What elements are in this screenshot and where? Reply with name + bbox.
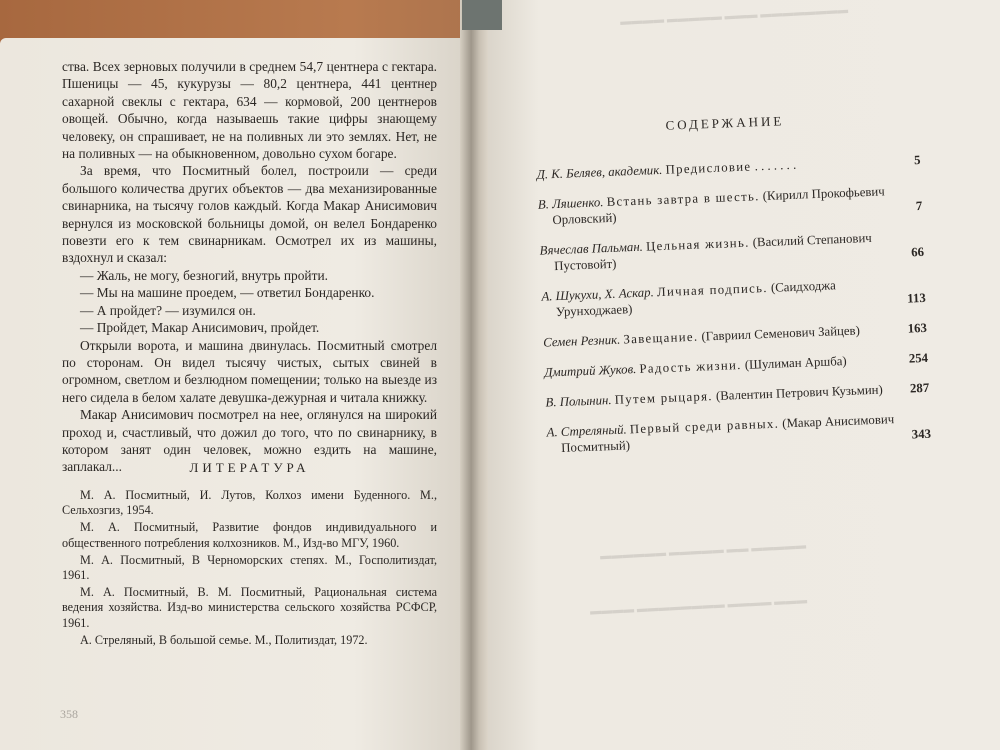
toc-author: Дмитрий Жуков. [544,362,637,380]
toc-subject: (Шулиман Аршба) [744,353,847,372]
toc-page-number: 287 [909,380,930,396]
toc-subject: (Василий Степанович Пустовойт) [553,230,872,274]
paragraph: — Мы на машине проедем, — ответил Бондаренко. [80,285,375,301]
binding-tab [462,0,502,30]
toc-entry-text [543,321,897,351]
paragraph: — Пройдет, Макар Анисимович, пройдет. [80,320,320,336]
toc-author: А. Стреляный. [546,422,627,440]
literature-item: М. А. Посмитный, В. М. Посмитный, Рациональная система ведения хозяйства. Изд-во министерства сельского хозяйства РСФСР, 1961. [62,585,437,630]
literature-item: А. Стреляный, В большой семье. М., Политиздат, 1972. [80,632,368,647]
toc-work-title: Первый среди равных. [629,416,780,437]
toc-entry [538,182,923,229]
toc-subject: (Саидходжа Урунходжаев) [555,278,836,320]
toc-entry-text [538,183,893,229]
toc-work-title: Путем рыцаря. [614,389,714,407]
toc-page-number: 66 [910,244,925,260]
toc-page-number: 343 [911,426,932,442]
toc-entry [541,274,926,321]
book-spine [460,0,488,750]
body-text [62,58,437,476]
paragraph: Макар Анисимович посмотрел на нее, оглянулся на широкий проход и, счастливый, что дожил до того, что по свинарнику, в котором занят один человек, можно ездить на машине, заплакал... [62,407,437,475]
toc-subject: (Валентин Петрович Кузьмин) [715,382,884,403]
toc-entry [546,410,931,457]
toc-entry [545,380,929,411]
toc-work-title: Встань завтра в шесть. [606,189,760,210]
toc-entry-text [546,411,901,457]
toc-entry [536,152,920,183]
toc-page-number: 7 [915,198,923,214]
toc-work-title: Завещание. [623,329,699,347]
toc-subject: (Гавриил Семенович Зайцев) [701,323,861,344]
show-through-text: ▬▬▬▬▬▬ ▬▬▬▬▬ ▬▬ ▬▬▬▬▬ [599,539,807,563]
toc-entry-text [544,351,898,381]
show-through-text: ▬▬▬▬ ▬▬▬▬▬▬▬▬ ▬▬▬▬ ▬▬▬ [589,594,808,618]
page-number: 358 [60,707,78,721]
paragraph: Открыли ворота, и машина двинулась. Посмитный смотрел по сторонам. Он видел тысячу чистых, сытых свиней в огромном, светлом и безлюдном помещении; только на выезде из него сидела в белом халате девушка-дежурная и читала книжку. [62,337,437,405]
toc-author: А. Шукухи, Х. Аскар. [541,285,655,304]
paragraph: — А пройдет? — изумился он. [80,302,256,318]
toc-work-title: Личная подпись. [656,280,769,300]
paragraph: — Жаль, не могу, безногий, внутрь пройти. [80,267,328,283]
toc-page-number: 5 [913,152,921,168]
toc-page-number: 113 [906,290,927,306]
toc-author: В. Ляшенко. [537,195,604,212]
show-through-text: ▬▬▬▬ ▬▬▬▬▬ ▬▬▬ ▬▬▬▬▬▬▬▬ [619,4,849,28]
toc-entry-text [539,229,894,275]
literature-item: М. А. Посмитный, И. Лутов, Колхоз имени Буденного. М., Сельхозгиз, 1954. [62,488,437,518]
toc-work-title: Цельная жизнь. [645,235,750,254]
toc-entry [543,320,927,351]
toc-page-number: 254 [908,350,929,366]
toc-entry [539,228,924,275]
toc-entries [536,152,931,471]
toc-author: Д. К. Беляев, академик. [536,162,663,182]
literature-list [62,488,437,650]
toc-entry-text [541,275,896,321]
toc-subject: (Кирилл Прокофьевич Орловский) [552,184,885,228]
toc-author: Вячеслав Пальман. [539,239,644,258]
paragraph: ства. Всех зерновых получили в среднем 54,7 центнера с гектара. Пшеницы — 45, кукурузы — 80,2 центнера, 441 центнер сахарной свеклы с гектара, 634 — кормовой, 200 центнеров овощей. Обычно, когда называешь такие цифры знающему человеку, он спрашивает, не на поливных ли это землях. Нет, не на поливных — на обыкновенном, довольно сухом богаре. [62,59,437,162]
toc-entry [544,350,928,381]
toc-page-number: 163 [907,320,928,336]
toc-subject: (Макар Анисимович Посмитный) [560,412,895,455]
toc-entry-text [536,153,890,183]
toc-leader-dots: . . . . . . . [754,157,797,174]
toc-work-title: Предисловие [665,159,752,177]
literature-item: М. А. Посмитный, Развитие фондов индивидуального и общественного потребления колхозников. М., Изд-во МГУ, 1960. [62,520,437,550]
paragraph: За время, что Посмитный болел, построили — среди большого количества других объектов — два механизированные свинарника, на тысячу голов каждый. Когда Макар Анисимович вернулся из московской больницы домой, он велел Бондаренко повезти его к тем свинарникам. Осмотрел их из машины, вздохнул и сказал: [62,163,437,266]
table-of-contents [500,0,948,749]
toc-work-title: Радость жизни. [639,357,742,376]
toc-author: В. Полынин. [545,393,612,410]
toc-author: Семен Резник. [542,332,621,350]
literature-item: М. А. Посмитный, В Черноморских степях. М., Госполитиздат, 1961. [62,552,437,583]
toc-title: СОДЕРЖАНИЕ [665,113,785,133]
literature-heading: ЛИТЕРАТУРА [189,460,310,475]
toc-entry-text [545,381,899,411]
